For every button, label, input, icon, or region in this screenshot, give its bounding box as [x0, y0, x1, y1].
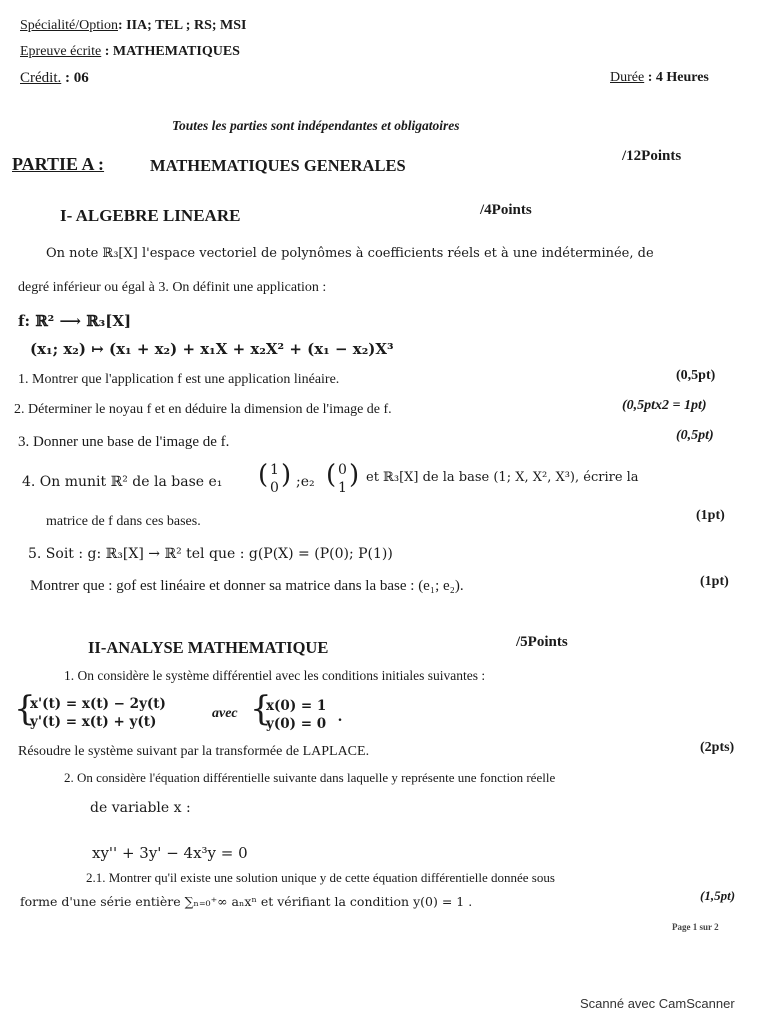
algebra-title: I- ALGEBRE LINEARE: [60, 206, 241, 225]
epreuve-value: : MATHEMATIQUES: [104, 44, 240, 59]
analysis-q21-points: (1,5pt): [700, 888, 736, 903]
vector-e2-top: 0: [338, 462, 347, 478]
algebra-q4-line2: matrice de f dans ces bases.: [46, 514, 201, 529]
epreuve-label: Epreuve écrite: [20, 44, 102, 59]
vector-e1: (: [258, 460, 269, 490]
q4-mid: ;e₂: [296, 474, 315, 490]
algebra-q5-line2: Montrer que : gof est linéaire et donner sa matrice dans la base : (e₁; e₂).: [30, 578, 464, 594]
map-rule: (x₁; x₂) ↦ (x₁ + x₂) + x₁X + x₂X² + (x₁ − x₂)X³: [30, 340, 394, 358]
algebra-q1-points: (0,5pt): [676, 368, 716, 383]
analysis-q21-line2: forme d'une série entière ∑ₙ₌₀⁺∞ aₙxⁿ et vérifiant la condition y(0) = 1 .: [20, 894, 473, 909]
vector-e2: (: [326, 460, 337, 490]
page-number: Page 1 sur 2: [672, 922, 719, 932]
vector-e2-close: ): [349, 460, 360, 490]
algebra-q4-points: (1pt): [696, 508, 725, 523]
analysis-q1-line1: 1. On considère le système différentiel avec les conditions initiales suivantes :: [64, 668, 486, 683]
algebra-intro-line2: degré inférieur ou égal à 3. On définit une application :: [18, 280, 327, 295]
algebra-q3-points: (0,5pt): [676, 428, 714, 443]
specialite-line: [20, 18, 246, 34]
specialite-label: Spécialité/Option: [20, 18, 118, 33]
partie-a-title: MATHEMATIQUES GENERALES: [150, 156, 406, 175]
vector-e1-top: 1: [270, 462, 279, 478]
q4-end: et ℝ₃[X] de la base (1; X, X², X³), écrire la: [366, 470, 639, 485]
duree-line: [610, 70, 709, 86]
algebra-q2: 2. Déterminer le noyau f et en déduire la dimension de l'image de f.: [14, 402, 392, 417]
condition-dot: .: [338, 708, 342, 725]
condition-2: y(0) = 0: [266, 716, 327, 732]
credit-value: : 06: [65, 70, 89, 86]
analysis-title: II-ANALYSE MATHEMATIQUE: [88, 638, 329, 657]
map-definition: f: ℝ² ⟶ ℝ₃[X]: [18, 312, 132, 330]
credit-label: Crédit.: [20, 70, 62, 86]
duree-value: : 4 Heures: [647, 70, 709, 85]
differential-equation: xy'' + 3y' − 4x³y = 0: [92, 844, 248, 862]
system-eq1: x'(t) = x(t) − 2y(t): [30, 696, 166, 712]
algebra-q1: 1. Montrer que l'application f est une application linéaire.: [18, 372, 340, 387]
algebra-q2-points: (0,5ptx2 = 1pt): [622, 398, 707, 413]
algebra-intro-line1: On note ℝ₃[X] l'espace vectoriel de polynômes à coefficients réels et à une indéterminée, de: [46, 246, 654, 261]
algebra-q3: 3. Donner une base de l'image de f.: [18, 434, 230, 450]
vector-e1-bottom: 0: [270, 480, 279, 496]
system-avec: avec: [212, 706, 238, 721]
analysis-q1-points: (2pts): [700, 740, 735, 755]
algebra-q4-line1: [22, 474, 222, 491]
partie-a-points: /12Points: [622, 148, 682, 164]
algebra-q5-points: (1pt): [700, 574, 729, 589]
partie-a-label: PARTIE A :: [12, 154, 105, 174]
cond-brace-left: {: [250, 689, 272, 729]
instructions: Toutes les parties sont indépendantes et obligatoires: [172, 118, 460, 133]
analysis-q2-line2: de variable x :: [90, 800, 191, 816]
analysis-q2-line1: 2. On considère l'équation différentielle suivante dans laquelle y représente une fonction réelle: [64, 770, 556, 785]
analysis-q21-line1: 2.1. Montrer qu'il existe une solution unique y de cette équation différentielle donnée sous: [86, 870, 555, 885]
vector-e1-close: ): [281, 460, 292, 490]
scanner-credit: Scanné avec CamScanner: [580, 996, 735, 1011]
analysis-points: /5Points: [516, 634, 568, 650]
algebra-q5-line1: 5. Soit : g: ℝ₃[X] → ℝ² tel que : g(P(X) = (P(0); P(1)): [28, 546, 393, 562]
vector-e2-bottom: 1: [338, 480, 347, 496]
epreuve-line: [20, 44, 240, 60]
analysis-q1-line2: Résoudre le système suivant par la transformée de LAPLACE.: [18, 744, 370, 759]
credit-line: [20, 70, 89, 87]
specialite-value: : IIA; TEL ; RS; MSI: [117, 18, 247, 33]
system-brace-left: {: [14, 689, 36, 729]
q4-start: 4. On munit ℝ² de la base e₁: [22, 474, 223, 490]
system-eq2: y'(t) = x(t) + y(t): [30, 714, 157, 730]
condition-1: x(0) = 1: [266, 698, 327, 714]
duree-label: Durée: [610, 70, 645, 85]
algebra-points: /4Points: [480, 202, 532, 218]
